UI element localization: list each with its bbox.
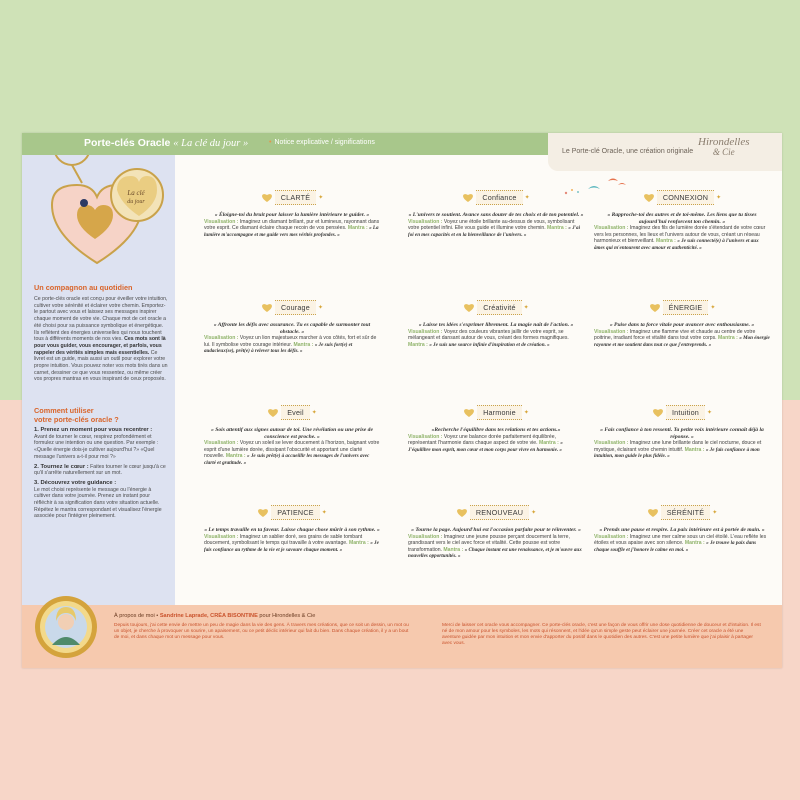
card-visualisation: Imaginez des fils de lumière dorée s'étendant de votre cœur vers les personnes, les lieux et l'univers autour de vous, créant un réseau harmonieux et bienveillant.	[594, 225, 766, 245]
title-quote: « La clé du jour »	[173, 138, 249, 149]
card-quote: «Recherche l'équilibre dans tes relations et tes actions.»	[431, 427, 561, 433]
footer	[22, 605, 782, 668]
card-eveil	[204, 403, 380, 466]
heart-icon	[649, 302, 661, 313]
card-mantra: « Je suis une source infinie d'inspiration et de création. »	[429, 341, 550, 348]
card-body	[594, 427, 770, 460]
card-visualisation: Imaginez un sablier doré, ses grains de sable tombant doucement, symbolisant le temps qui travaille à votre avantage.	[204, 533, 363, 547]
card-body	[204, 527, 380, 553]
heart-icon	[257, 507, 269, 518]
about-suffix: pour Hirondelles & Cie	[257, 613, 316, 619]
card-mantra: « Je trouve la paix dans chaque souffle et j'honore le calme en moi. »	[594, 540, 757, 553]
card-title: Intuition	[666, 405, 705, 420]
card-title-row: CLARTÉ ✦	[204, 188, 380, 206]
about-title	[114, 613, 315, 619]
visualisation-label: Visualisation :	[408, 533, 443, 540]
card-title: Eveil	[281, 405, 310, 420]
keychain-image	[32, 155, 172, 277]
card-body	[594, 527, 770, 553]
page-title	[84, 137, 248, 149]
card-connexion	[594, 188, 770, 251]
card-title-row: PATIENCE ✦	[204, 503, 380, 521]
card-title-row: Intuition ✦	[594, 403, 770, 421]
card-energie	[594, 298, 770, 348]
card-courage	[204, 298, 380, 355]
card-visualisation: Voyez une étoile brillante au-dessus de vous, symbolisant votre potentiel infini. Elle vous guide et illumine votre chemin.	[408, 218, 575, 232]
card-title: Courage	[275, 300, 316, 315]
card-quote: « Rapproche-toi des autres et de toi-même. Les liens que tu tisses aujourd'hui renforcent ton chemin. »	[607, 212, 757, 225]
mantra-label: Mantra :	[225, 453, 246, 460]
card-visualisation: Voyez un soleil se lever doucement à l'horizon, baignant votre esprit d'une lumière dorée, dissipant l'obscurité et apportant une clarté nouvelle.	[204, 440, 380, 460]
card-body	[594, 212, 770, 251]
heart-icon	[647, 507, 659, 518]
card-mantra: « Chaque instant est une renaissance, et je m'ouvre aux nouvelles opportunités. »	[408, 546, 582, 560]
card-body	[408, 322, 584, 348]
visualisation-label: Visualisation :	[408, 218, 443, 225]
about-name: Sandrine Laprade, CRÉA BISONTINE	[159, 613, 258, 619]
card-mantra: « J'équilibre mon esprit, mon cœur et mon corps pour vivre en harmonie. »	[408, 440, 563, 453]
step-text: Le mot choisi représente le message ou l'énergie à cultiver dans votre journée. Prenez un instant pour réfléchir à sa signification dans votre situation actuelle. Répétez le mantra correspondant et visualisez l'énergie associée pour l'intégrer pleinement.	[34, 486, 162, 520]
card-title: Confiance	[476, 190, 522, 205]
howto-line1: Comment utiliser	[34, 406, 94, 415]
card-title-row: SÉRÉNITÉ ✦	[594, 503, 770, 521]
step-title: 3. Découvrez votre guidance :	[34, 479, 117, 486]
card-body	[594, 322, 770, 348]
mantra-label: Mantra :	[547, 225, 567, 232]
step-title: 2. Tournez le cœur :	[34, 463, 89, 470]
header-band	[22, 133, 582, 155]
mantra-label: Mantra :	[656, 238, 676, 245]
card-title: SÉRÉNITÉ	[661, 505, 711, 520]
visualisation-label: Visualisation :	[204, 218, 239, 225]
step-title: 1. Prenez un moment pour vous recentrer :	[34, 427, 153, 433]
svg-text:du jour: du jour	[127, 199, 145, 205]
card-visualisation: Imaginez un diamant brillant, pur et lumineux, rayonnant dans votre esprit. Ce diamant éclaire chaque recoin de vos pensées.	[204, 218, 380, 232]
card-title: ÉNERGIE	[663, 300, 709, 315]
card-visualisation: Imaginez une lune brillante dans le ciel nocturne, douce et mystique, éclairant votre chemin intuitif.	[594, 440, 762, 453]
card-title-row: Confiance ✦	[408, 188, 584, 206]
card-title: RENOUVEAU	[470, 505, 529, 520]
intro-bold: Ces mots sont là pour vous guider, vous encourager, et parfois, vous rappeler des vérités simples mais essentielles.	[34, 336, 166, 356]
mantra-label: Mantra :	[293, 341, 314, 348]
heart-icon	[643, 192, 655, 203]
step-item	[34, 427, 168, 461]
card-renouveau	[408, 503, 584, 560]
card-visualisation: Voyez des couleurs vibrantes jaillir de votre esprit, se mélangeant et dansant autour de vous, créant des formes magnifiques.	[408, 328, 569, 342]
left-column	[22, 155, 175, 605]
svg-text:La clé: La clé	[127, 189, 145, 197]
card-quote: « Sois attentif aux signes autour de toi. Une révélation ou une prise de conscience est proche. »	[211, 427, 373, 440]
brand-tab	[548, 133, 782, 171]
card-mantra: « J'ai foi en mes capacités et en la bienveillance de l'univers. »	[408, 225, 581, 238]
howto-line2: votre porte-clés oracle ?	[34, 414, 119, 424]
step-item	[34, 480, 168, 520]
card-visualisation: Imaginez une flamme vive et chaude au centre de votre poitrine, irradiant force et vitalité dans tout votre corps.	[594, 328, 756, 342]
heart-icon	[463, 407, 475, 418]
visualisation-label: Visualisation :	[204, 533, 239, 540]
mantra-label: Mantra :	[443, 546, 464, 553]
card-quote: « Affronte les défis avec assurance. Tu es capable de surmonter tout obstacle. »	[213, 322, 371, 335]
card-body	[408, 527, 584, 560]
heart-icon	[462, 192, 474, 203]
card-title: CONNEXION	[657, 190, 714, 205]
heart-icon	[652, 407, 664, 418]
heart-icon	[261, 302, 273, 313]
about-prefix: À propos de moi •	[114, 613, 160, 619]
logo-line1: Hirondelles	[698, 136, 750, 148]
brand-logo	[698, 137, 750, 157]
card-body	[408, 212, 584, 238]
card-visualisation: Voyez une balance dorée parfaitement équilibrée, représentant l'harmonie dans chaque aspect de votre vie.	[408, 433, 557, 447]
card-mantra: « Je suis connecté(e) à l'univers et aux âmes qui m'entourent avec amour et authenticité. »	[594, 238, 759, 251]
card-title-row: Eveil ✦	[204, 403, 380, 421]
logo-line2: & Cie	[712, 147, 735, 157]
card-visualisation: Imaginez une jeune pousse perçant doucement la terre, grandissant vers le ciel avec force et vitalité. Cette pousse est votre transformation.	[408, 533, 570, 553]
step-text: Avant de tourner le cœur, respirez profondément et formulez une intention ou une question. Par exemple : «Quelle énergie dois-je cultiver aujourd'hui ?» «Quel message l'univers a-t-il pour moi ?»	[34, 433, 159, 460]
title-prefix: Porte-clés Oracle	[84, 137, 174, 149]
step-item	[34, 464, 168, 477]
card-clarte	[204, 188, 380, 238]
heart-icon	[261, 192, 273, 203]
card-mantra: « Je fais confiance à mon intuition, mon guide le plus fidèle. »	[594, 446, 760, 460]
card-confiance	[408, 188, 584, 238]
card-title-row: Courage ✦	[204, 298, 380, 316]
mantra-label: Mantra :	[718, 335, 738, 342]
section-heading-howto	[34, 407, 119, 424]
visualisation-label: Visualisation :	[204, 335, 239, 342]
closing-text: Merci de laisser cet oracle vous accompagner. Ce porte-clés oracle, c'est une façon de vous offrir une dose quotidienne de douceur et d'intuition. Il est né de mon amour pour les symboles, les mots qui résonnent, et l'idée qu'un simple geste peut éclairer une journée. Créer cet oracle a été une aventure guidée par mon intuition et mon envie d'apporter du positif dans le quotidien des autres. C'est une petite lumière que j'ai plaisir à partager avec vous.	[442, 623, 761, 646]
section-heading-companion: Un compagnon au quotidien	[34, 283, 133, 292]
heart-icon	[463, 302, 475, 313]
subtitle-text: Notice explicative / significations	[274, 139, 375, 146]
card-title-row: Harmonie ✦	[408, 403, 584, 421]
card-title-row: RENOUVEAU ✦	[408, 503, 584, 521]
card-mantra: « La lumière m'accompagne et me guide vers mes vérités profondes. »	[204, 225, 379, 238]
card-quote: « Puise dans ta force vitale pour avancer avec enthousiasme. »	[609, 322, 755, 328]
card-mantra: « Je suis fort(e) et audacieux(se), prêt(e) à relever tous les défis. »	[204, 341, 353, 355]
card-body	[204, 322, 380, 355]
visualisation-label: Visualisation :	[594, 440, 629, 447]
visualisation-label: Visualisation :	[408, 328, 443, 335]
mantra-label: Mantra :	[684, 540, 705, 547]
mantra-label: Mantra :	[538, 440, 559, 447]
card-visualisation: Voyez un lion majestueux marcher à vos côtés, fort et sûr de lui. Il symbolise votre courage intérieur.	[204, 335, 377, 348]
card-quote: « Éloigne-toi du bruit pour laisser la lumière intérieure te guider. »	[214, 212, 370, 218]
card-quote: « Laisse tes idées s'exprimer librement. La magie naît de l'action. »	[418, 322, 574, 328]
card-harmonie	[408, 403, 584, 453]
card-title-row: Créativité ✦	[408, 298, 584, 316]
brand-tagline: Le Porte-clé Oracle, une création originale	[562, 148, 694, 155]
card-creativite	[408, 298, 584, 348]
card-body	[204, 212, 380, 238]
notice-sheet	[22, 133, 782, 668]
intro-text	[34, 296, 168, 383]
steps-list	[34, 427, 168, 523]
mantra-label: Mantra :	[347, 225, 368, 232]
visualisation-label: Visualisation :	[594, 533, 629, 540]
heart-icon	[267, 407, 279, 418]
card-quote: « Fais confiance à ton ressenti. Ta petite voix intérieure connaît déjà la réponse. »	[600, 427, 764, 440]
about-text: Depuis toujours, j'ai cette envie de mettre un peu de magie dans la vie des gens. À travers mes créations, que ce soit un dessin, un mot ou un objet, je cherche à provoquer un sourire, un apaisement, ou ce petit déclic intérieur qui fait du bien. Dans chaque création, il y a un bout de moi, et dans chaque mot un message pour vous.	[114, 623, 409, 640]
mantra-label: Mantra :	[348, 540, 369, 547]
card-mantra: « Je suis prêt(e) à accueillir les messages de l'univers avec clarté et gratitude. »	[204, 453, 370, 466]
card-title: Créativité	[477, 300, 521, 315]
visualisation-label: Visualisation :	[594, 328, 629, 335]
card-quote: « Le temps travaille en ta faveur. Laisse chaque chose mûrir à son rythme. »	[204, 527, 380, 533]
mantra-label: Mantra :	[684, 446, 705, 453]
card-intuition	[594, 403, 770, 460]
card-title: CLARTÉ	[275, 190, 316, 205]
card-body	[204, 427, 380, 466]
card-mantra: « Mon énergie rayonne et me soutient dans tout ce que j'entreprends. »	[594, 335, 770, 348]
card-serenite	[594, 503, 770, 553]
card-body	[408, 427, 584, 453]
heart-icon	[456, 507, 468, 518]
card-mantra: « Je fais confiance au rythme de la vie et je savoure chaque moment. »	[204, 540, 379, 553]
card-title: PATIENCE	[271, 505, 319, 520]
avatar	[34, 595, 98, 659]
card-quote: « Prends une pause et respire. La paix intérieure est à portée de main. »	[599, 527, 765, 533]
card-title: Harmonie	[477, 405, 522, 420]
visualisation-label: Visualisation :	[408, 433, 443, 440]
visualisation-label: Visualisation :	[204, 440, 239, 447]
mantra-label: Mantra :	[408, 341, 428, 348]
card-quote: « Tourne la page. Aujourd'hui est l'occasion parfaite pour te réinventer. »	[411, 527, 581, 533]
card-patience	[204, 503, 380, 553]
card-visualisation: Imaginez une mer calme sous un ciel étoilé. L'eau reflète les étoiles et vous apaise avec son silence.	[594, 533, 767, 547]
intro-paragraph-1: Ce porte-clés oracle est conçu pour éveiller votre intuition, cultiver votre sérénité et éclairer votre chemin. Emportez-le partout avec vous et laissez ses messages inspirer chaque moment de votre vie. Chaque mot de cet oracle a été choisi pour sa puissance symbolique et énergétique. Ils reflètent des énergies universelles qui nous touchent tous à différents moments de nos vies.	[34, 296, 168, 343]
card-title-row: CONNEXION ✦	[594, 188, 770, 206]
step-text: Faites tourner le cœur jusqu'à ce qu'il s'arrête naturellement sur un mot.	[34, 463, 166, 477]
card-quote: « L'univers te soutient. Avance sans douter de tes choix et de ton potentiel. »	[408, 212, 584, 218]
visualisation-label: Visualisation :	[594, 225, 629, 232]
intro-paragraph-2: Ce livret est un guide, mais aussi un outil pour explorer votre propre intuition. Vous pouvez noter vos mots tirés dans un carnet, dessiner ce que vous ressentez, ou même créer vos propres mantras en vous inspirant de ceux proposés.	[34, 349, 168, 383]
header-subtitle: • Notice explicative / significations	[269, 139, 375, 146]
card-title-row: ÉNERGIE ✦	[594, 298, 770, 316]
